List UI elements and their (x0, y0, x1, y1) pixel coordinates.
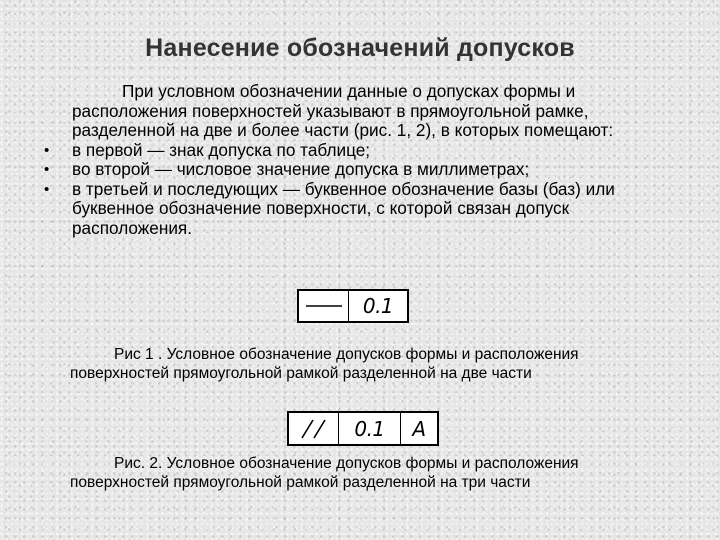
figure2-base-letter: А (412, 416, 426, 441)
figure2-symbol-cell (289, 413, 339, 444)
bullet-text: во второй — числовое значение допуска в миллиметрах; (72, 159, 530, 179)
straightness-icon (304, 301, 344, 311)
bullet-list (42, 141, 682, 239)
intro-paragraph (42, 82, 682, 141)
slide-title: Нанесение обозначений допусков (145, 34, 575, 62)
bullet-text: в первой — знак допуска по таблице; (72, 139, 371, 160)
figure2-value-cell (339, 413, 401, 444)
bullet-icon: • (44, 180, 50, 198)
bullet-icon: • (44, 161, 50, 178)
parallelism-icon (296, 417, 332, 441)
bullet-icon: • (44, 141, 50, 159)
bullet-text: в третьей и последующих — буквенное обозначение базы (баз) или буквенное обозначение поверхности, с которой связан допуск расположения. (72, 178, 615, 238)
bullet-item (42, 160, 682, 180)
figure2-caption-text: Рис. 2. Условное обозначение допусков формы и расположения поверхностей прямоугольной рамкой разделенной на три части (70, 455, 579, 491)
figure1-tolerance-frame (297, 289, 409, 323)
figure1-caption-text: Рис 1 . Условное обозначение допусков формы и расположения поверхностей прямоугольной рамкой разделенной на две части (70, 346, 579, 382)
figure2-value: 0.1 (354, 416, 385, 441)
figure1-value: 0.1 (362, 294, 394, 318)
figure2-base-cell (401, 413, 437, 444)
figure1-value-cell (349, 291, 407, 321)
figure1-caption (70, 345, 680, 383)
figure1-symbol-cell (299, 291, 349, 321)
intro-paragraph-text: При условном обозначении данные о допусках формы и расположения поверхностей указывают в прямоугольной рамке, разделенной на две и более части (рис. 1, 2), в которых помещают: (72, 81, 614, 140)
bullet-item (42, 141, 682, 161)
figure2-caption (70, 454, 680, 492)
body-text (42, 82, 682, 238)
bullet-item (42, 180, 682, 239)
figure2-tolerance-frame (287, 411, 439, 446)
